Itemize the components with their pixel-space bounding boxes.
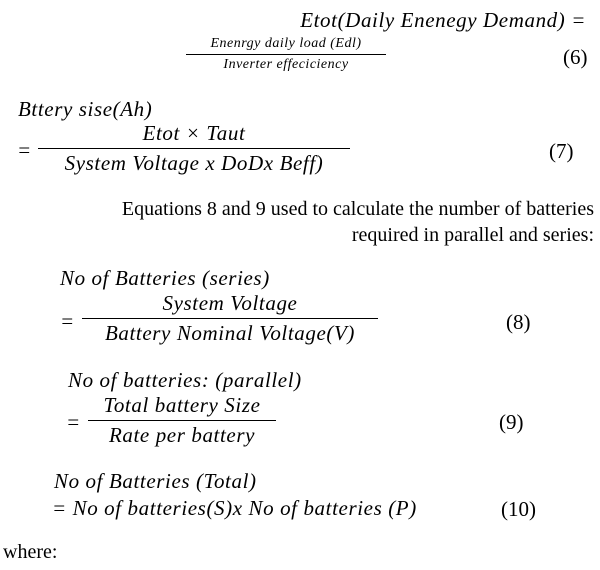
eq7-fraction bbox=[38, 121, 350, 176]
eq10-number: (10) bbox=[501, 497, 536, 521]
eq9-fraction bbox=[88, 393, 276, 448]
eq9-number: (9) bbox=[499, 410, 524, 434]
eq8-fraction-bar bbox=[82, 318, 378, 319]
eq7-number: (7) bbox=[549, 139, 574, 163]
eq10-rhs: = No of batteries(S)x No of batteries (P) bbox=[52, 496, 417, 520]
eq7-fraction-bar bbox=[38, 148, 350, 149]
eq6-number: (6) bbox=[563, 45, 588, 69]
eq7-equals: = bbox=[17, 138, 32, 162]
eq7-lhs: Bttery sise(Ah) bbox=[18, 97, 153, 121]
eq8-numerator: System Voltage bbox=[162, 291, 298, 315]
eq9-denominator: Rate per battery bbox=[108, 423, 256, 447]
eq6-lhs: Etot(Daily Enenegy Demand) = bbox=[300, 8, 586, 32]
eq6-denominator: Inverter effeciciency bbox=[223, 57, 349, 72]
eq8-lhs: No of Batteries (series) bbox=[60, 266, 270, 290]
eq7-denominator: System Voltage x DoDx Beff) bbox=[64, 151, 324, 175]
prose-line-2: required in parallel and series: bbox=[351, 224, 594, 246]
eq8-number: (8) bbox=[506, 310, 531, 334]
eq6-fraction bbox=[186, 36, 386, 73]
eq8-fraction bbox=[82, 291, 378, 346]
eq9-lhs: No of batteries: (parallel) bbox=[68, 368, 302, 392]
eq10-lhs: No of Batteries (Total) bbox=[54, 469, 257, 493]
prose-line-1: Equations 8 and 9 used to calculate the number of batteries bbox=[121, 198, 594, 220]
eq6-numerator: Enenrgy daily load (Edl) bbox=[210, 36, 362, 51]
eq9-equals: = bbox=[66, 410, 81, 434]
eq9-fraction-bar bbox=[88, 420, 276, 421]
where-label: where: bbox=[3, 541, 58, 563]
eq8-equals: = bbox=[60, 309, 75, 333]
eq8-denominator: Battery Nominal Voltage(V) bbox=[104, 321, 356, 345]
eq9-numerator: Total battery Size bbox=[103, 393, 261, 417]
eq6-fraction-bar bbox=[186, 54, 386, 55]
eq7-numerator: Etot × Taut bbox=[142, 121, 246, 145]
